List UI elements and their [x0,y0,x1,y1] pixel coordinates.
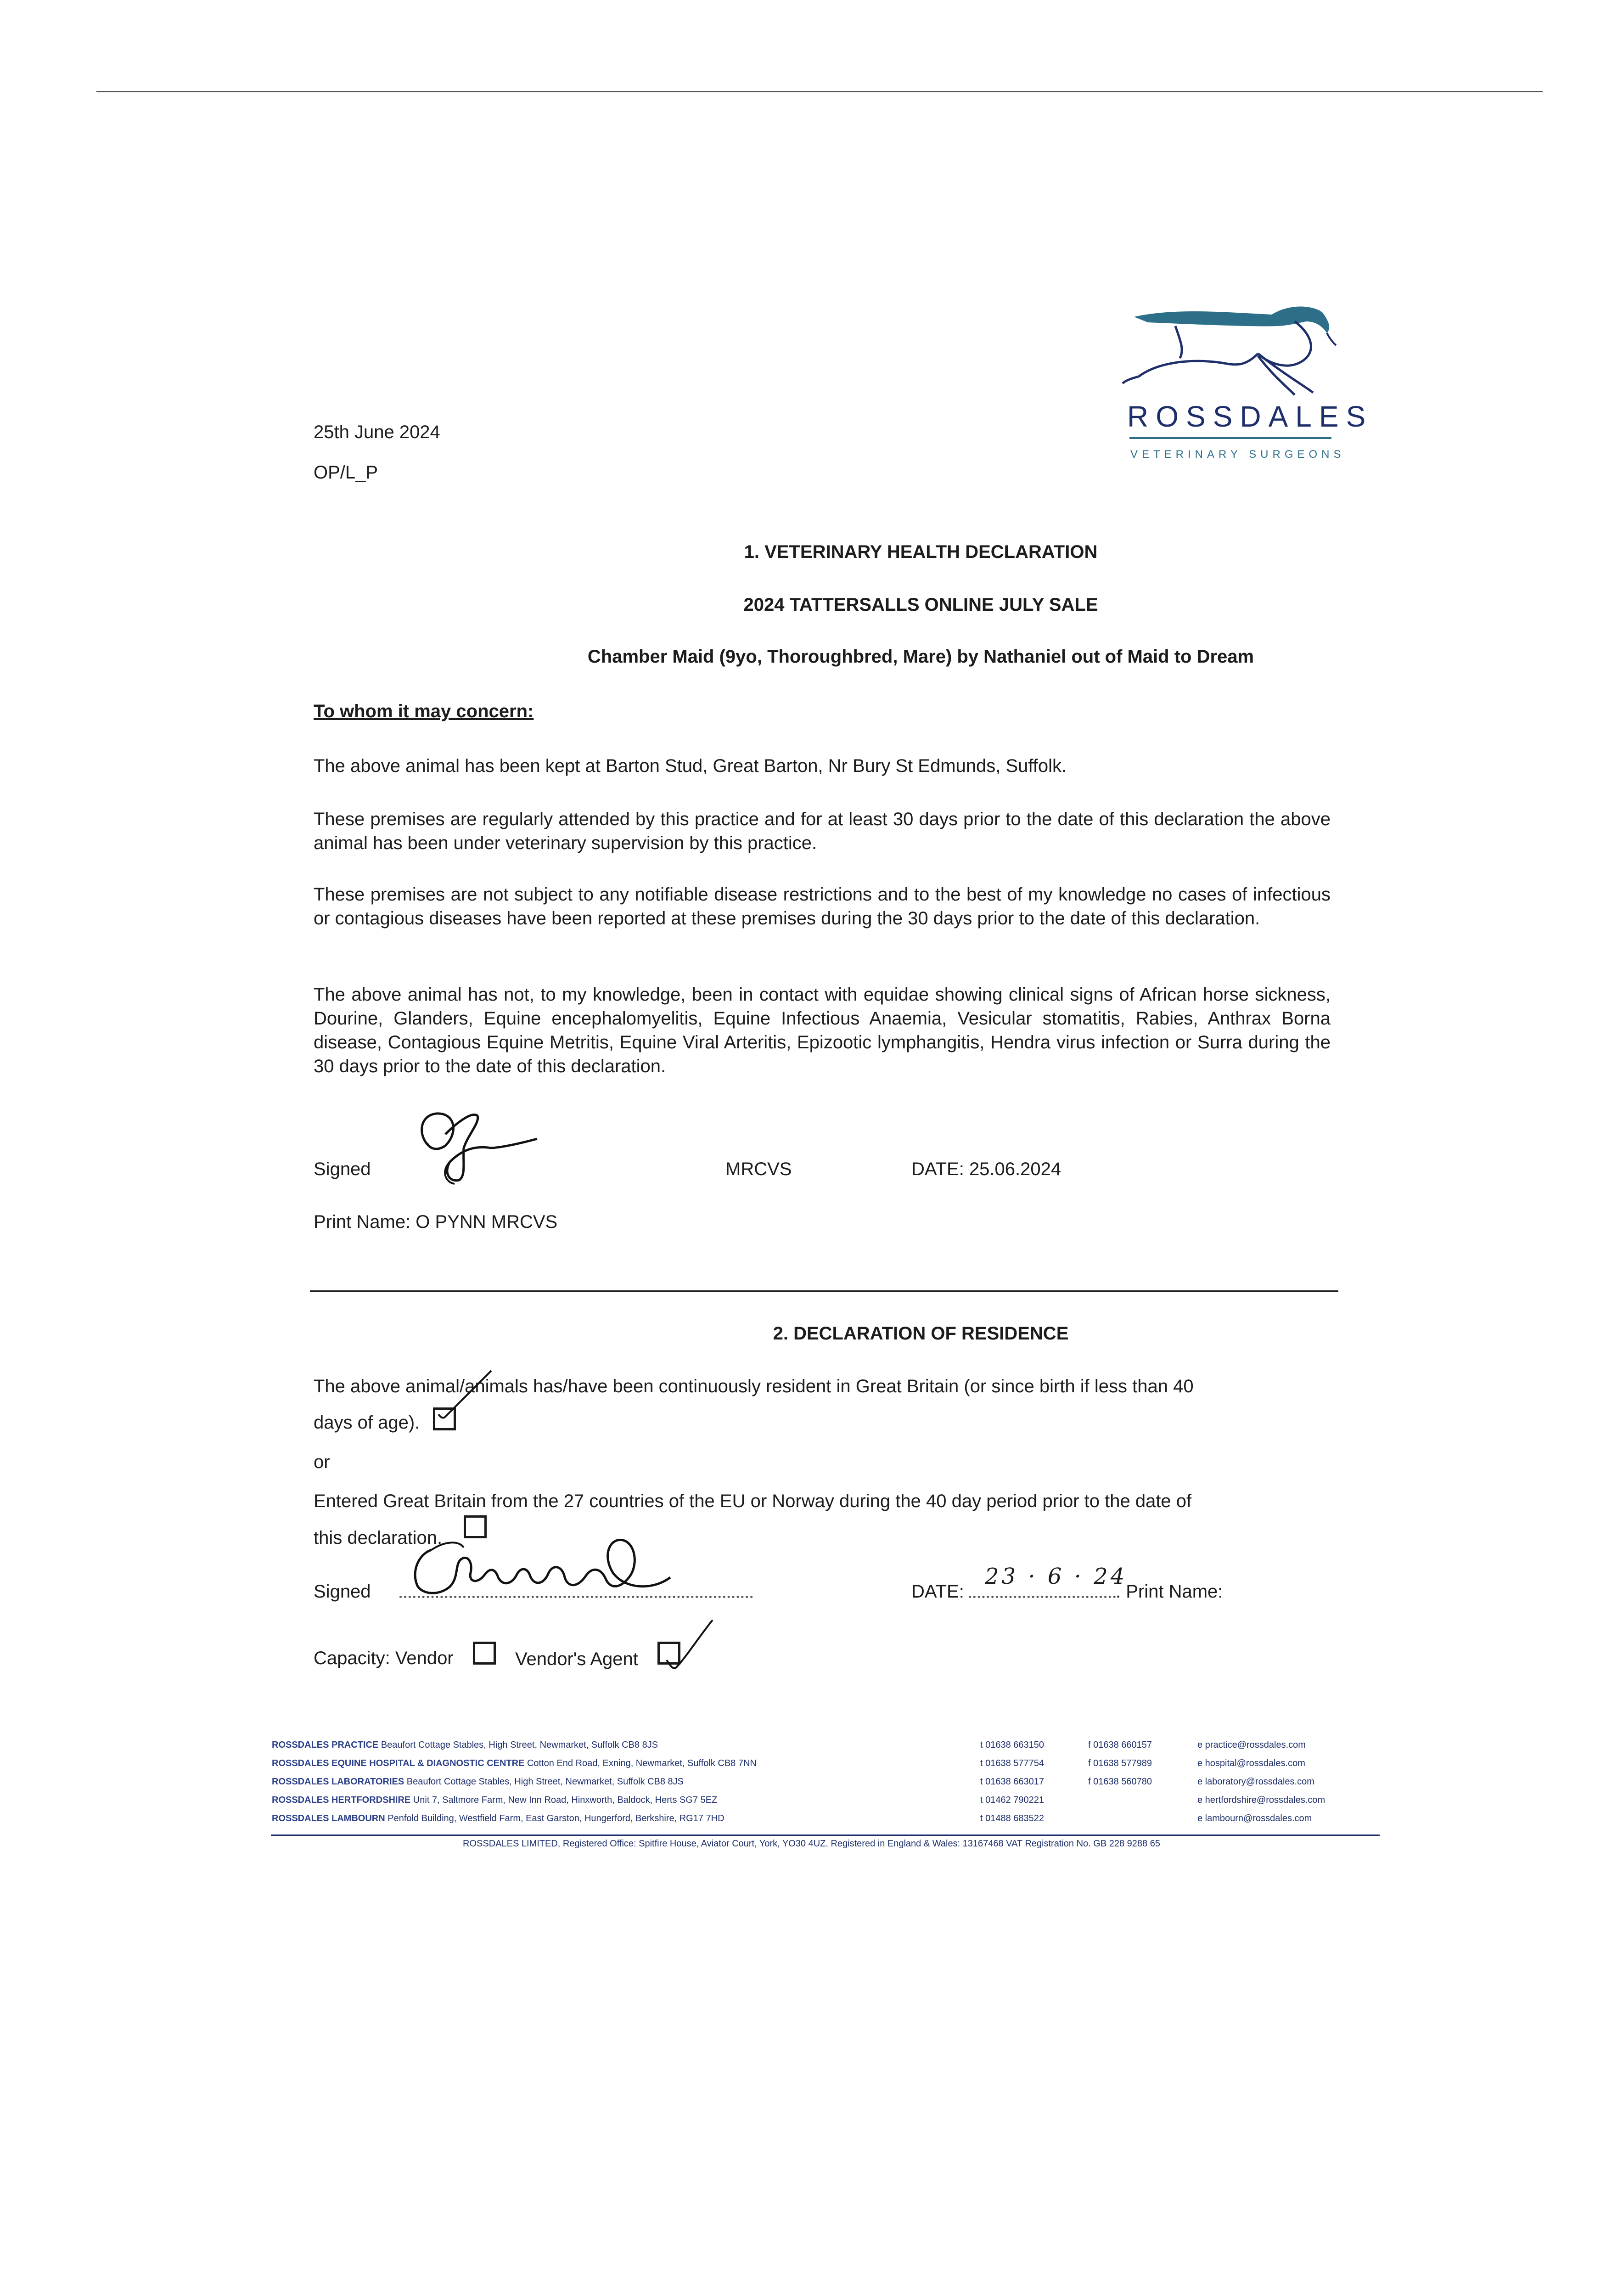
footer-phone: t 01488 683522 [980,1813,1045,1823]
vet-qualification: MRCVS [725,1159,792,1179]
footer-registration: ROSSDALES LIMITED, Registered Office: Spitfire House, Aviator Court, York, YO30 4UZ. Registered in England & Wales: 13167468 VAT Registration No. GB 228 9288 65 [463,1839,1160,1849]
footer-org: ROSSDALES EQUINE HOSPITAL & DIAGNOSTIC CENTRE [272,1758,525,1768]
letter-reference: OP/L_P [314,462,378,483]
footer-fax: f 01638 577989 [1088,1758,1152,1768]
footer-row-laboratories [272,1773,684,1791]
footer-fax: f 01638 560780 [1088,1777,1152,1787]
footer-phone: t 01638 663150 [980,1740,1045,1750]
paragraph-supervision: These premises are regularly attended by this practice and for at least 30 days prior to the date of this declaration the above animal has been under veterinary supervision by this practice. [314,809,1331,853]
section-divider [310,1290,1338,1292]
footer-row-hertfordshire [272,1791,717,1809]
top-divider [96,91,1543,92]
capacity-vendor-label: Capacity: Vendor [314,1648,454,1668]
footer-email[interactable]: e practice@rossdales.com [1197,1740,1306,1750]
footer-address: Cotton End Road, Exning, Newmarket, Suffolk CB8 7NN [527,1758,757,1768]
footer-email[interactable]: e hospital@rossdales.com [1197,1758,1305,1768]
footer-phone: t 01462 790221 [980,1795,1045,1805]
paragraph-kept-at: The above animal has been kept at Barton Stud, Great Barton, Nr Bury St Edmunds, Suffolk. [314,756,1067,776]
residence-option2-line1: Entered Great Britain from the 27 countries of the EU or Norway during the 40 day period prior to the date of [314,1491,1192,1511]
footer-address: Unit 7, Saltmore Farm, New Inn Road, Hinxworth, Baldock, Herts SG7 5EZ [413,1795,718,1805]
vendor-agent-check-mark-icon [657,1616,717,1681]
vet-signature [399,1107,546,1189]
signed-label-vet: Signed [314,1159,371,1179]
residence-option1-line1: The above animal/animals has/have been continuously resident in Great Britain (or since birth if less than 40 [314,1376,1194,1396]
footer-org: ROSSDALES LAMBOURN [272,1813,385,1823]
footer-divider [271,1835,1380,1836]
footer-org: ROSSDALES HERTFORDSHIRE [272,1795,411,1805]
residence-option2-line2: this declaration. [314,1528,443,1548]
logo-wordmark: ROSSDALES [1127,400,1373,433]
paragraph-no-restrictions: These premises are not subject to any notifiable disease restrictions and to the best of my knowledge no cases of infectious or contagious diseases have been reported at these premises during the 30 days prior to the date of this declaration. [314,884,1331,929]
footer-row-practice [272,1736,658,1754]
or-label: or [314,1452,330,1472]
paragraph-no-contact: The above animal has not, to my knowledge, been in contact with equidae showing clinical signs of African horse sickness, Dourine, Glanders, Equine encephalomyelitis, Equine Infectious Anaemia, Vesicular stomatitis, Rabies, Anthrax Borna disease, Contagious Equine Metritis, Equine Viral Arteritis, Epizootic lymphangitis, Hendra virus infection or Surra during the 30 days prior to the date of this declaration. [314,985,1331,1076]
footer-address: Penfold Building, Westfield Farm, East Garston, Hungerford, Berkshire, RG17 7HD [387,1813,724,1823]
signed-label-vendor: Signed [314,1581,371,1602]
logo-subtitle: VETERINARY SURGEONS [1130,448,1345,461]
footer-email[interactable]: e laboratory@rossdales.com [1197,1777,1314,1787]
footer-phone: t 01638 663017 [980,1777,1045,1787]
resident-check-mark-icon [432,1366,496,1421]
vendor-date-label: DATE: [911,1581,964,1602]
animal-title: Chamber Maid (9yo, Thoroughbred, Mare) by Nathaniel out of Maid to Dream [587,647,1254,667]
sale-title: 2024 TATTERSALLS ONLINE JULY SALE [743,595,1098,615]
footer-email[interactable]: e hertfordshire@rossdales.com [1197,1795,1325,1805]
vendor-checkbox[interactable] [473,1642,496,1665]
footer-fax: f 01638 660157 [1088,1740,1152,1750]
date-dotted-line [969,1596,1116,1598]
footer-row-hospital [272,1754,757,1773]
footer-org: ROSSDALES LABORATORIES [272,1777,404,1787]
salutation: To whom it may concern: [314,701,534,721]
vet-date: DATE: 25.06.2024 [911,1159,1061,1179]
galloping-horse-logo-icon [1120,294,1341,404]
section1-title: 1. VETERINARY HEALTH DECLARATION [744,542,1098,562]
vet-print-name: Print Name: O PYNN MRCVS [314,1212,558,1232]
logo-rule [1129,437,1331,439]
footer-address: Beaufort Cottage Stables, High Street, Newmarket, Suffolk CB8 8JS [381,1740,658,1750]
footer-phone: t 01638 577754 [980,1758,1045,1768]
footer-org: ROSSDALES PRACTICE [272,1740,379,1750]
letter-date: 25th June 2024 [314,422,440,442]
footer-email[interactable]: e lambourn@rossdales.com [1197,1813,1312,1823]
vendor-print-name-label: . Print Name: [1116,1581,1223,1602]
footer-row-lambourn [272,1809,724,1828]
vendor-signature [404,1522,689,1600]
section2-title: 2. DECLARATION OF RESIDENCE [773,1323,1069,1344]
residence-option1-line2: days of age). [314,1412,420,1433]
vendor-handwritten-date: 23 · 6 · 24 [985,1564,1128,1589]
vendor-agent-label: Vendor's Agent [515,1649,638,1669]
footer-address: Beaufort Cottage Stables, High Street, Newmarket, Suffolk CB8 8JS [406,1777,684,1787]
